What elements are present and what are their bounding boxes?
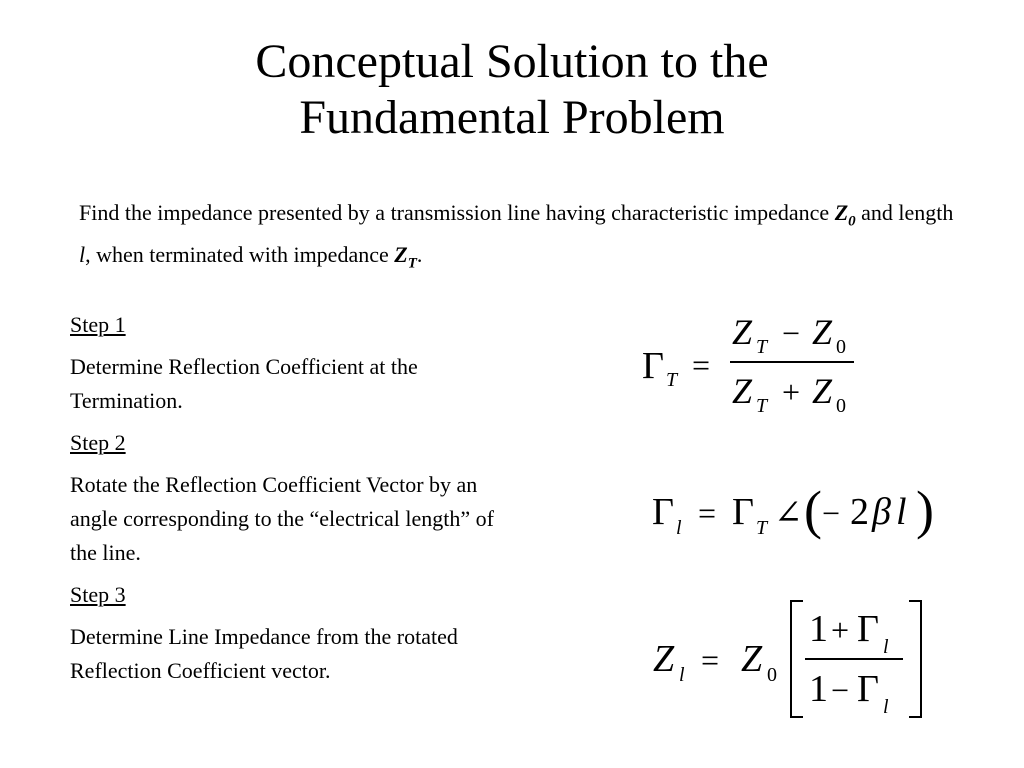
steps-list [70, 308, 510, 696]
svg-text:1: 1 [809, 608, 828, 650]
svg-text:+: + [831, 612, 850, 648]
svg-text:Z: Z [812, 371, 833, 411]
equation-rotated-coefficient [640, 470, 960, 565]
step-3-text: Determine Line Impedance from the rotated Reflection Coefficient vector. [70, 624, 458, 683]
svg-text:l: l [896, 491, 907, 533]
svg-text:−: − [831, 672, 850, 708]
svg-text:Γ: Γ [857, 668, 879, 710]
equation-reflection-coefficient [630, 306, 880, 431]
svg-text:T: T [756, 336, 768, 358]
svg-text:T: T [666, 369, 678, 391]
equation-1-svg [630, 306, 880, 426]
svg-text:l: l [883, 636, 889, 658]
svg-text:(: ( [804, 480, 822, 540]
problem-statement: Find the impedance presented by a transmission line having characteristic impedance $Z_0$ and length l, when terminated with impedance $Z_T$. [79, 200, 954, 272]
equation-line-impedance [645, 595, 945, 730]
svg-text:): ) [916, 480, 934, 540]
title-line-1: Conceptual Solution to the [255, 35, 769, 88]
svg-text:l: l [679, 664, 685, 686]
svg-text:2: 2 [850, 491, 869, 533]
svg-text:T: T [756, 395, 768, 417]
svg-text:=: = [692, 347, 711, 383]
svg-text:Z: Z [741, 638, 763, 680]
step-3-heading: Step 3 [70, 582, 126, 607]
svg-text:Z: Z [732, 312, 753, 352]
svg-text:0: 0 [767, 664, 777, 686]
svg-text:l: l [676, 517, 682, 539]
svg-text:Γ: Γ [642, 345, 664, 387]
equation-3-svg [645, 595, 945, 725]
title-line-2: Fundamental Problem [299, 91, 725, 144]
step-1-text: Determine Reflection Coefficient at the Termination. [70, 354, 418, 413]
svg-text:=: = [698, 495, 717, 531]
right-bracket [909, 601, 921, 717]
step-2-text: Rotate the Reflection Coefficient Vector by an angle corresponding to the “electrical length” of the line. [70, 472, 494, 565]
slide-title [0, 34, 1024, 146]
svg-text:Z: Z [653, 638, 675, 680]
svg-text:Γ: Γ [732, 491, 754, 533]
svg-text:l: l [883, 696, 889, 718]
svg-text:Γ: Γ [857, 608, 879, 650]
svg-text:+: + [782, 374, 801, 410]
svg-text:∠: ∠ [774, 495, 803, 532]
step-1-heading: Step 1 [70, 312, 126, 337]
svg-text:Z: Z [812, 312, 833, 352]
svg-text:1: 1 [809, 668, 828, 710]
left-bracket [791, 601, 803, 717]
svg-text:Z: Z [732, 371, 753, 411]
equation-2-svg [640, 470, 960, 560]
svg-text:Γ: Γ [652, 491, 674, 533]
svg-text:β: β [872, 491, 891, 533]
svg-text:0: 0 [836, 336, 846, 358]
step-2-heading: Step 2 [70, 430, 126, 455]
svg-text:=: = [701, 642, 720, 678]
svg-text:−: − [782, 315, 801, 351]
svg-text:T: T [756, 517, 768, 539]
svg-text:0: 0 [836, 395, 846, 417]
svg-text:−: − [822, 495, 841, 531]
